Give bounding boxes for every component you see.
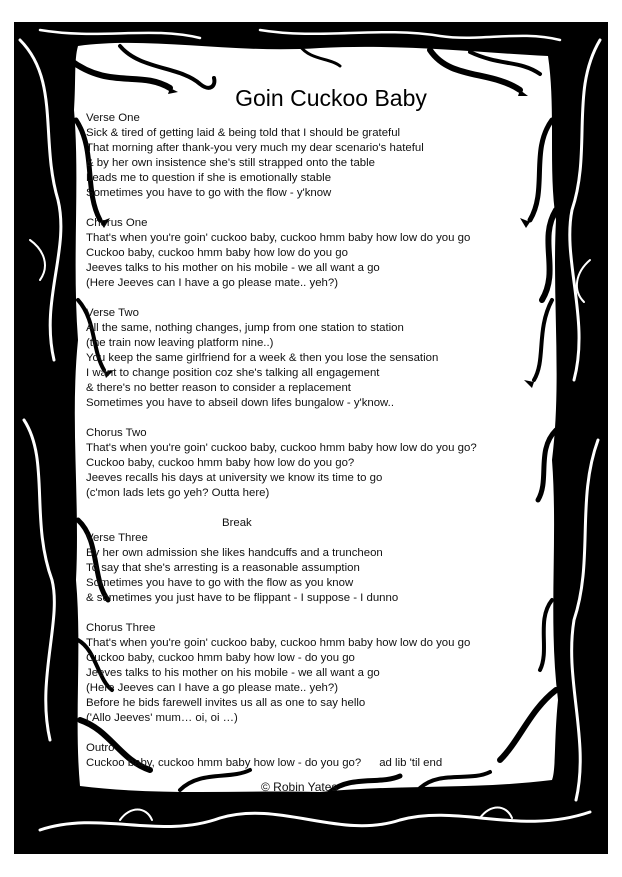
spacer xyxy=(86,606,556,621)
outro-lyric: Cuckoo baby, cuckoo hmm baby how low - do you go? xyxy=(86,757,362,769)
lyric-line: Jeeves talks to his mother on his mobile - we all want a go xyxy=(86,262,380,274)
lyric-line: Before he bids farewell invites us all as one to say hello xyxy=(86,697,366,709)
lyric-line: & sometimes you just have to be flippant - I suppose - I dunno xyxy=(86,592,399,604)
lyric-line: You keep the same girlfriend for a week & then you lose the sensation xyxy=(86,352,439,364)
lyric-line: That's when you're goin' cuckoo baby, cuckoo hmm baby how low do you go xyxy=(86,232,471,244)
section-heading: Verse Three xyxy=(86,532,148,544)
lyric-line: (c'mon lads lets go yeh? Outta here) xyxy=(86,487,270,499)
adlib-note: ad lib 'til end xyxy=(379,757,443,769)
lyric-line: Jeeves recalls his days at university we know its time to go xyxy=(86,472,383,484)
lyric-line: & by her own insistence she's still strapped onto the table xyxy=(86,157,376,169)
lyric-line: (the train now leaving platform nine..) xyxy=(86,337,274,349)
outro-line xyxy=(86,756,556,771)
lyric-line: That morning after thank-you very much my dear scenario's hateful xyxy=(86,142,424,154)
song-title: Goin Cuckoo Baby xyxy=(235,85,427,111)
lyric-line: Cuckoo baby, cuckoo hmm baby how low do you go xyxy=(86,247,348,259)
section-heading: Outro xyxy=(86,742,115,754)
lyric-line: That's when you're goin' cuckoo baby, cuckoo hmm baby how low do you go? xyxy=(86,442,477,454)
lyric-line: Sometimes you have to go with the flow - y'know xyxy=(86,187,332,199)
lyric-line: Sometimes you have to abseil down lifes bungalow - y'know.. xyxy=(86,397,394,409)
lyric-line: (Here Jeeves can I have a go please mate.. yeh?) xyxy=(86,682,339,694)
lyric-line: & there's no better reason to consider a replacement xyxy=(86,382,351,394)
section-heading: Verse Two xyxy=(86,307,139,319)
copyright-notice: © Robin Yates xyxy=(261,780,338,794)
section-heading: Chorus Three xyxy=(86,622,156,634)
lyric-line: That's when you're goin' cuckoo baby, cuckoo hmm baby how low do you go xyxy=(86,637,471,649)
section-heading: Chorus Two xyxy=(86,427,147,439)
spacer xyxy=(86,291,556,306)
spacer xyxy=(86,411,556,426)
lyric-line: Sick & tired of getting laid & being told that I should be grateful xyxy=(86,127,401,139)
section-heading: Verse One xyxy=(86,112,140,124)
lyric-line: (Here Jeeves can I have a go please mate.. yeh?) xyxy=(86,277,339,289)
lyric-line: I want to change position coz she's talking all engagement xyxy=(86,367,380,379)
lyric-line: All the same, nothing changes, jump from one station to station xyxy=(86,322,404,334)
spacer xyxy=(86,501,556,516)
lyric-line: By her own admission she likes handcuffs and a truncheon xyxy=(86,547,383,559)
lyrics-body xyxy=(86,111,556,771)
break-label: Break xyxy=(222,517,252,529)
lyric-line: To say that she's arresting is a reasonable assumption xyxy=(86,562,360,574)
lyric-line: Cuckoo baby, cuckoo hmm baby how low - do you go xyxy=(86,652,355,664)
lyric-line: Cuckoo baby, cuckoo hmm baby how low do you go? xyxy=(86,457,355,469)
lyric-line: ('Allo Jeeves' mum… oi, oi …) xyxy=(86,712,238,724)
lyric-line: Leads me to question if she is emotionally stable xyxy=(86,172,332,184)
spacer xyxy=(86,201,556,216)
lyric-line: Jeeves talks to his mother on his mobile - we all want a go xyxy=(86,667,380,679)
section-heading: Chorus One xyxy=(86,217,148,229)
spacer xyxy=(86,726,556,741)
lyric-line: Sometimes you have to go with the flow as you know xyxy=(86,577,354,589)
